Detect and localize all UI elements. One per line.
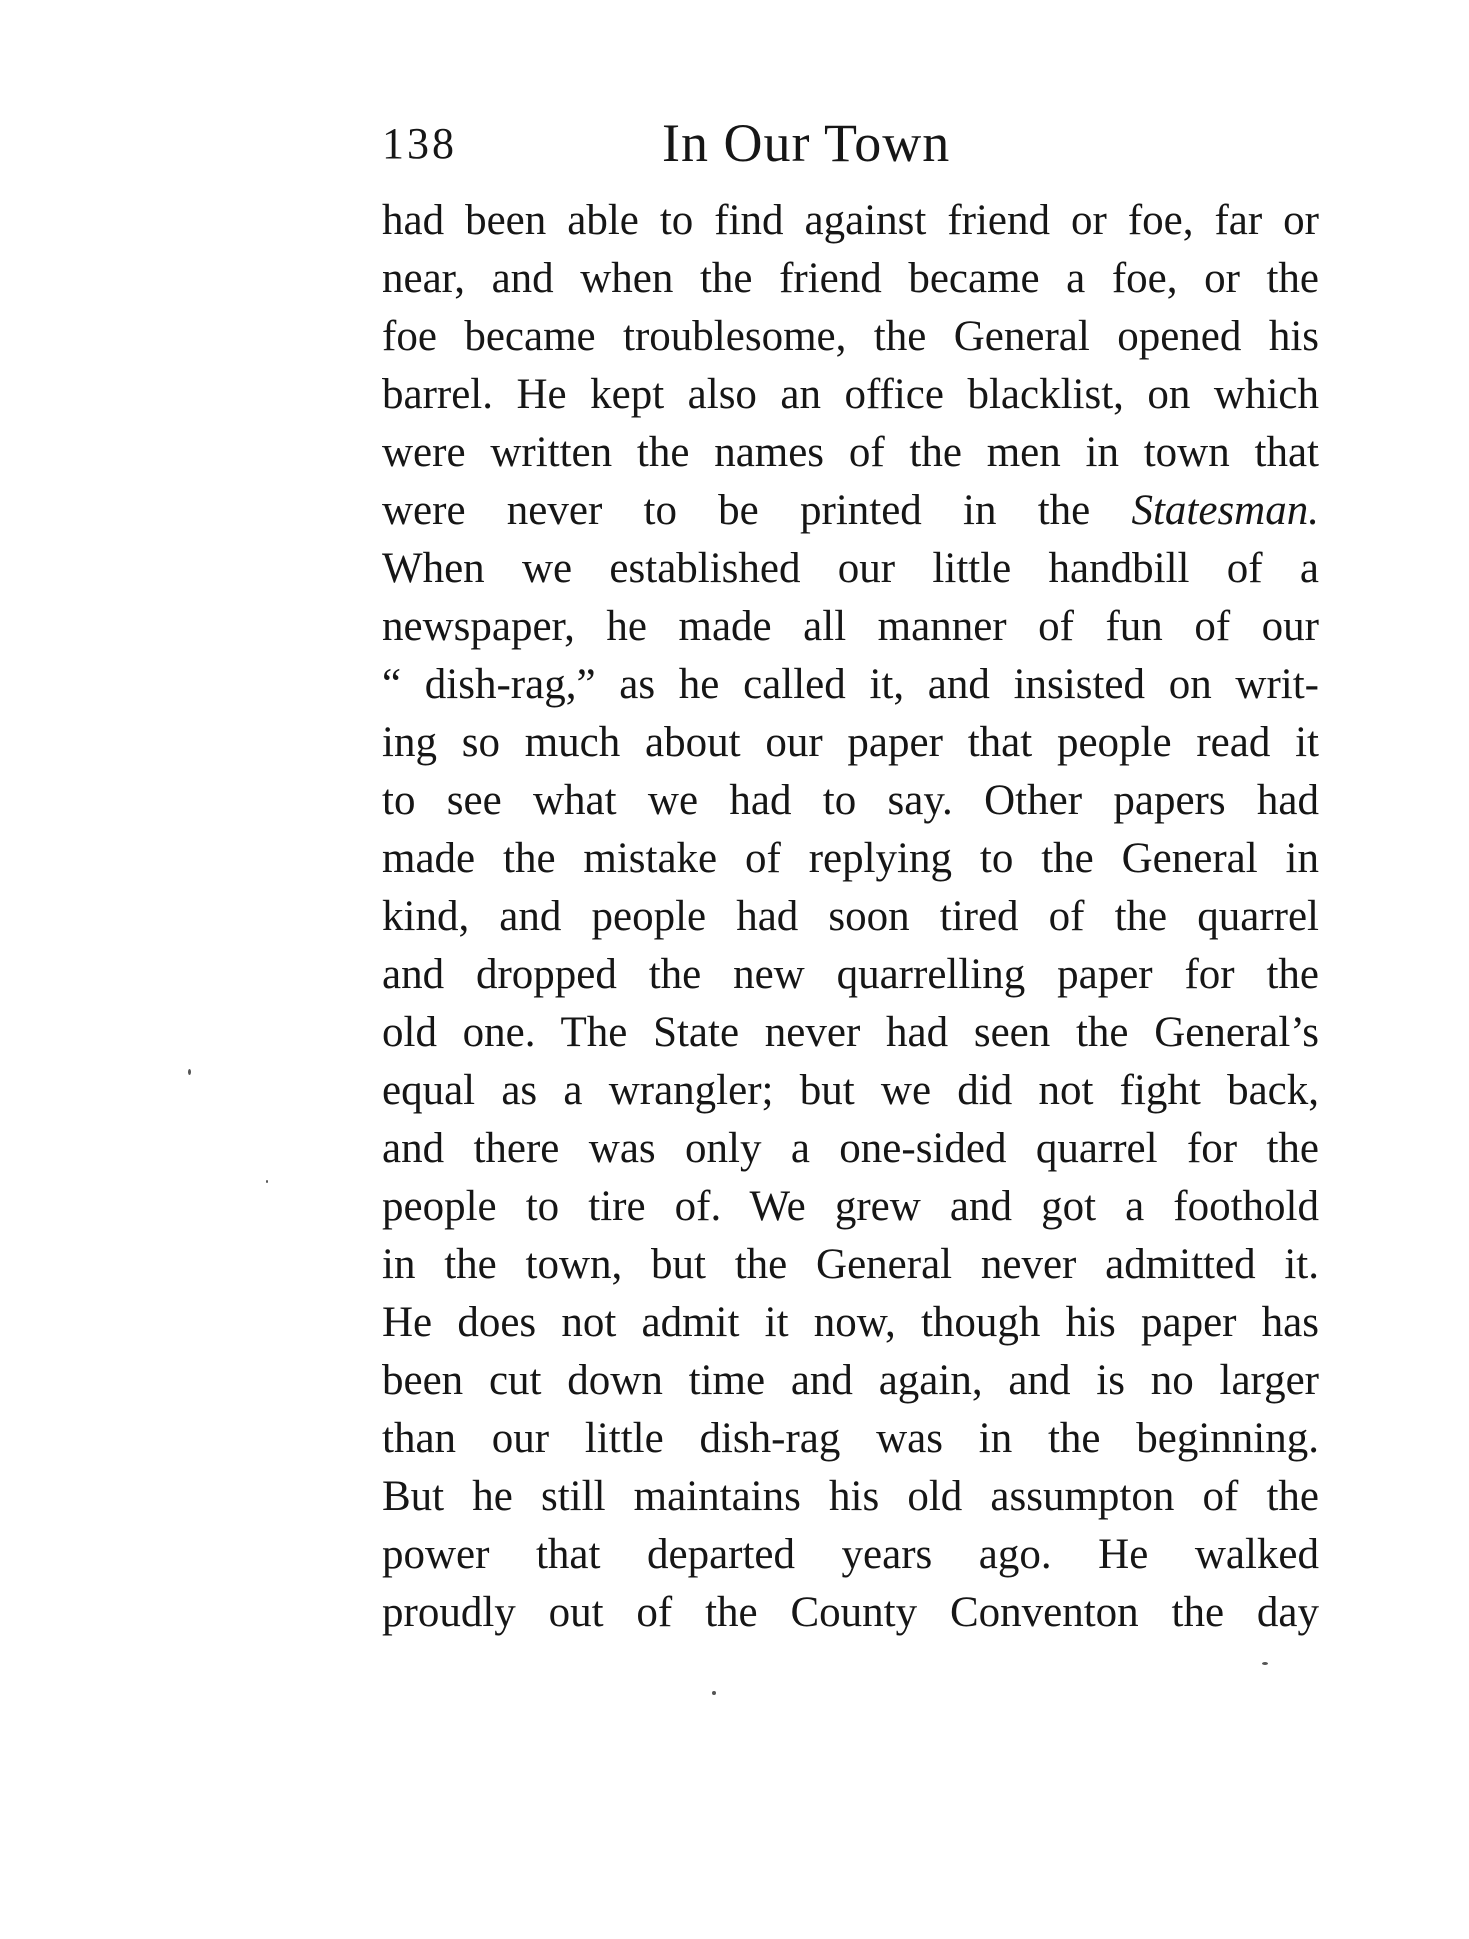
scan-speck [266, 1180, 268, 1183]
text-line: than our little dish-rag was in the beginning. [382, 1415, 1319, 1462]
text-line: to see what we had to say. Other papers had [382, 777, 1319, 824]
page-number: 138 [382, 119, 457, 168]
text-line: equal as a wrangler; but we did not fight back, [382, 1067, 1319, 1114]
text-line: newspaper, he made all manner of fun of our [382, 603, 1319, 650]
text-line: people to tire of. We grew and got a foothold [382, 1183, 1319, 1230]
text-line: barrel. He kept also an office blacklist, on which [382, 371, 1319, 418]
text-line: foe became troublesome, the General opened his [382, 313, 1319, 360]
newspaper-title: Statesman. [1131, 487, 1319, 534]
running-title: In Our Town [662, 113, 951, 173]
text-line: were written the names of the men in town that [382, 429, 1319, 476]
text-line: He does not admit it now, though his paper has [382, 1299, 1319, 1346]
scan-speck [712, 1691, 716, 1695]
text-line [382, 482, 1319, 540]
text-line: and dropped the new quarrelling paper for the [382, 951, 1319, 998]
text-line: power that departed years ago. He walked [382, 1531, 1319, 1578]
running-head [382, 112, 1319, 182]
line-text: were never to be printed in the [382, 487, 1132, 534]
text-line: But he still maintains his old assumpton of the [382, 1473, 1319, 1520]
scan-speck [188, 1069, 191, 1075]
text-line: and there was only a one-sided quarrel for the [382, 1125, 1319, 1172]
text-line: made the mistake of replying to the General in [382, 835, 1319, 882]
body-text [382, 192, 1319, 1642]
text-line: old one. The State never had seen the General’s [382, 1009, 1319, 1056]
scan-speck [1262, 1662, 1268, 1665]
text-line: ing so much about our paper that people read it [382, 719, 1319, 766]
text-line: kind, and people had soon tired of the quarrel [382, 893, 1319, 940]
text-line: proudly out of the County Conventon the day [382, 1589, 1319, 1636]
text-line: “ dish-rag,” as he called it, and insisted on writ- [382, 661, 1319, 708]
text-line: near, and when the friend became a foe, or the [382, 255, 1319, 302]
text-line: in the town, but the General never admitted it. [382, 1241, 1319, 1288]
text-line: When we established our little handbill of a [382, 545, 1319, 592]
text-line: been cut down time and again, and is no larger [382, 1357, 1319, 1404]
text-line: had been able to find against friend or foe, far or [382, 197, 1319, 244]
